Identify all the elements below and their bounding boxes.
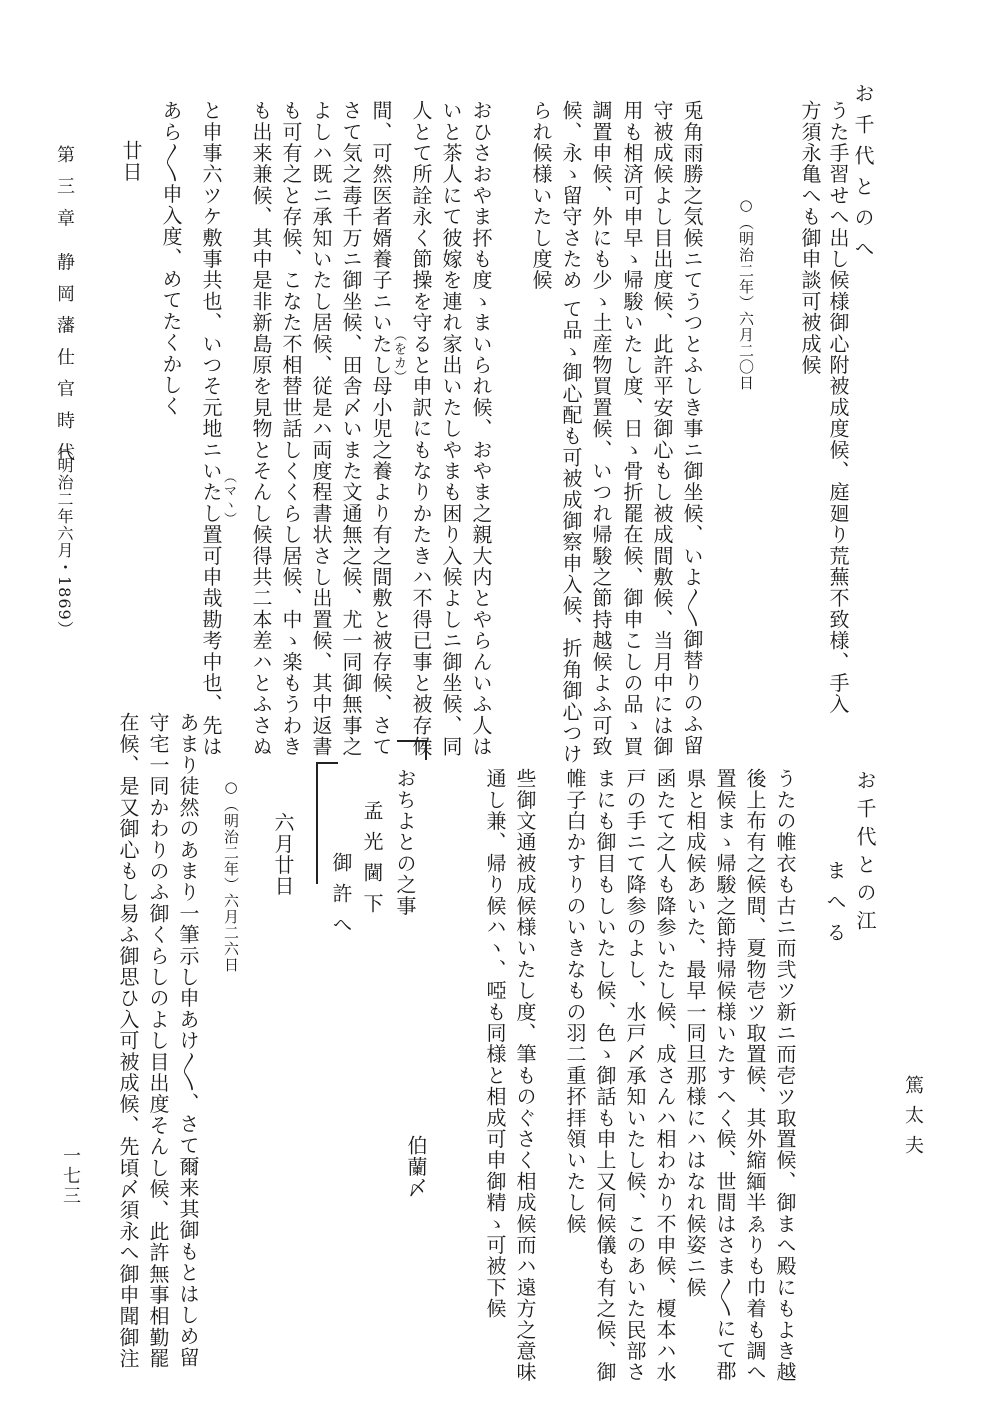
text-column: 置候まゝ帰駿之節持帰候様いたすへく候、世間はさま〳〵にて郡 [713,768,737,1382]
text-column: 兎角雨勝之気候ニてうつとふしき事ニ御坐候、いよ〳〵御替りのふ留 [680,100,704,756]
addressee-note: おちよとの之事 [393,768,417,917]
text-column: も出来兼候、其中是非新島原を見物とそんし候得共二本差ハとふさぬ [249,100,273,758]
chapter-footer: 第 三 章 静 岡 藩 仕 官 時 代 [54,145,75,465]
text-column: 間、可然医者婿養子ニいたし母小児之養より有之間敷と被存候、さて [369,100,393,758]
text-column: まにも御目もしいたし候、色ゝ御話も申上又伺候儀も有之候、御 [593,768,617,1383]
addressee-name: 孟光閫下 [360,800,384,924]
text-column: 用も相済可申早ゝ帰駿いたし度、日ゝ骨折罷在候、御申こしの品ゝ買 [620,100,644,758]
text-column: も可有之と存候、こなた不相替世話しくくらし居候、中ゝ楽もうわき [279,100,303,758]
bracket-mark [397,740,427,760]
editorial-note: （をカ） [391,328,406,384]
addressee-honorific: 御許へ [329,852,353,945]
letter-author: 篤太夫 [902,1075,924,1165]
text-column: 方須永亀へも御申談可被成候 [798,100,822,376]
text-column: られ候様いたし度候 [529,100,553,291]
text-column: 帷子白かすりのいきなもの羽二重抔拝領いたし候 [563,768,587,1235]
text-column: と申事六ツケ敷事共也、いつそ元地ニいたし置可申哉勘考中也、先は [199,100,223,758]
text-column: 調置申候、外にも少ゝ土産物買置候、いつれ帰駿之節持越候よふ可致 [589,100,613,758]
text-column: うた手習せへ出し候様御心附被成度候、庭廻り荒蕪不致様、手入 [826,100,850,715]
letter-date: ○（明治二年）六月二六日 [222,778,240,973]
text-column: 候、永ゝ留守さため て品ゝ御心配も可被成御察申入候、折角御心つけ [559,100,583,765]
text-column: さて気之毒千万ニ御坐候、田舎〆いまた文通無之候、尤一同御無事之 [339,100,363,758]
letter-day: 廿日 [119,140,143,183]
text-column: うたの帷衣も古ニ而弐ツ新ニ而壱ツ取置候、御まへ殿にもよき越 [773,768,797,1383]
text-column: あら〳〵申入度、めてたくかしく [159,100,183,417]
text-column: 通し兼、帰り候ハヽ、啞も同様と相成可申御精ゝ可被下候 [483,768,507,1320]
text-column: いと茶人にて彼嫁を連れ家出いたしやまも困り入候よしニ御坐候、同 [439,100,463,758]
upper-address: お千代とのへ [851,83,875,269]
chapter-footer-date: （明治二年六月・1869） [55,440,74,638]
text-column: 守被成候よし目出度候、此許平安御心もし被成間敷候、当月中には御 [650,100,674,758]
text-column: 守宅一同かわりのふ御くらしのよし目出度そんし候、此許無事相勤罷 [146,712,170,1370]
text-column: あまり徒然のあまり一筆示し申あけ〳〵、さて爾来其御もとはしめ留 [176,712,200,1368]
text-column: 戸の手ニて降参のよし、水戸〆承知いたし候、このあいた民部さ [623,768,647,1383]
letter-date: ○（明治二年）六月二〇日 [737,196,755,391]
text-column: 函たて之人も降参いたし候、成さんハ相わかり不申候、榎本ハ水 [653,768,677,1383]
text-column: 在候、是又御心もし易ふ御思ひ入可被成候、先頃〆須永へ御申聞御注 [116,712,140,1370]
letter-date: 六月廿日 [271,812,295,897]
text-column: 県と相成候あいた、最早一同旦那様にハはなれ候姿ニ候 [683,768,707,1298]
text-column: 後上布有之候間、夏物壱ツ取置候、其外縮緬半ゑりも巾着も調へ [743,768,767,1383]
editorial-note: （マヽ） [221,470,236,526]
lower-address: お千代との江 [853,770,877,938]
lower-address-suffix: まへる [823,860,847,953]
page-number: 一七三 [60,1146,81,1206]
text-column: よしハ既ニ承知いたし居候、従是ハ両度程書状さし出置候、其中返書 [309,100,333,758]
sender-name: 伯蘭〆 [404,1135,428,1199]
text-column: 人とて所詮永く節操を守ると申訳にもなりかたきハ不得已事と被存候 [409,100,433,758]
text-column: おひさおやま抔も度ゝまいられ候、おやま之親大内とやらんいふ人は [469,100,493,758]
text-column: 些御文通被成候様いたし度、筆ものぐさく相成候而ハ遠方之意味 [513,768,537,1383]
